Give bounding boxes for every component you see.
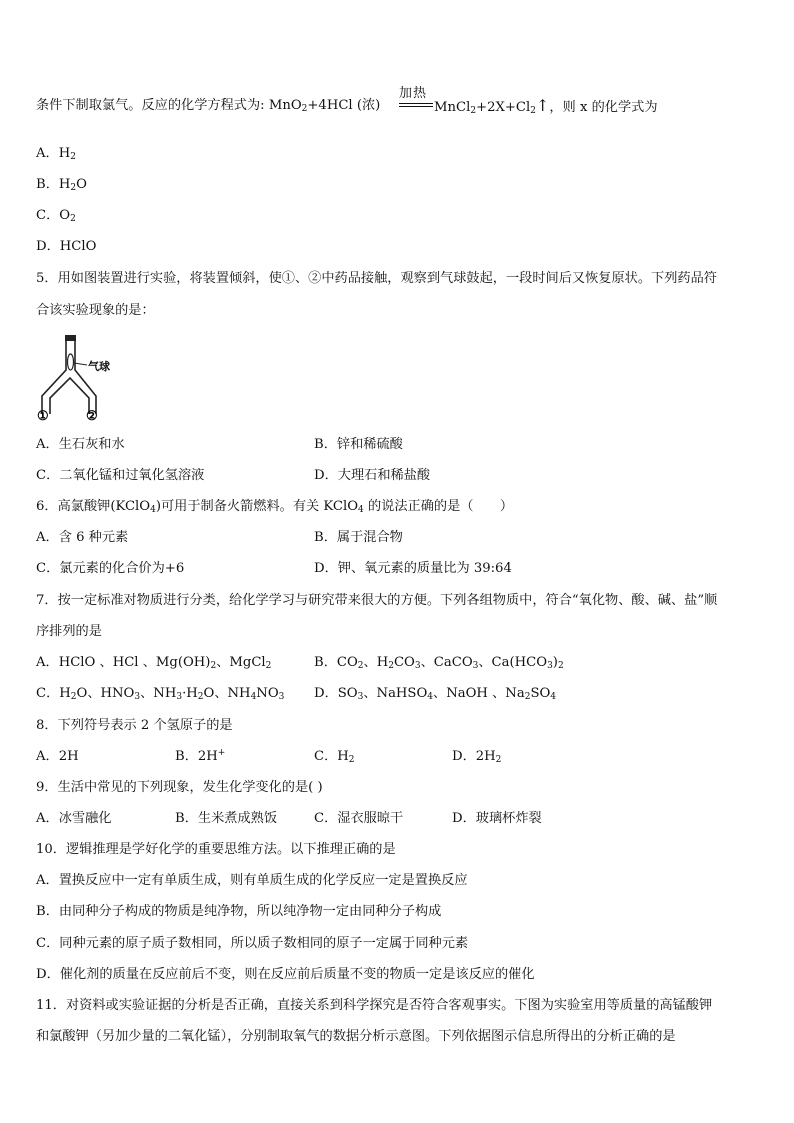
q10-option-d[interactable]: D．催化剂的质量在反应前后不变，则在反应前后质量不变的物质一定是该反应的催化	[36, 967, 535, 982]
q7-option-a[interactable]: A．HClO 、HCl 、$Mg(OH)_2$、MgCl$_2$	[36, 655, 272, 671]
q11-stem-line1: 11．对资料或实验证据的分析是否正确，直接关系到科学探究是否符合客观事实。下图为实验室用等质量的高锰酸钾	[36, 998, 713, 1013]
q9-stem: 9．生活中常见的下列现象，发生化学变化的是( )	[36, 780, 323, 795]
q10-option-c[interactable]: C．同种元素的原子质子数相同，所以质子数相同的原子一定属于同种元素	[36, 936, 469, 951]
q5-option-b[interactable]: B．锌和稀硫酸	[314, 437, 403, 452]
q5-stem-line1: 5．用如图装置进行实验，将装置倾斜，使①、②中药品接触，观察到气球鼓起，一段时间后又恢复原状。下列药品符	[36, 271, 717, 286]
q7-option-b[interactable]: B．$CO_2$、$H_2CO_3$、CaCO$_3$、$Ca(HCO_3)_2$	[314, 655, 564, 671]
q8-option-d[interactable]: D．$2H_2$	[452, 749, 502, 765]
q9-option-c[interactable]: C．湿衣服晾干	[314, 811, 404, 826]
q7-option-c[interactable]: C．$H_2O$、$HNO_3$、$NH_3\cdot H_2O$、$NH_4NO_3$	[36, 686, 285, 702]
q5-option-d[interactable]: D．大理石和稀盐酸	[314, 468, 431, 483]
branch-label-1: ①	[37, 409, 49, 424]
q10-option-b[interactable]: B．由同种分子构成的物质是纯净物，所以纯净物一定由同种分子构成	[36, 904, 442, 919]
y-tube-apparatus-figure	[34, 330, 134, 424]
q5-option-a[interactable]: A．生石灰和水	[36, 437, 125, 452]
q5-stem-line2: 合该实验现象的是：	[36, 303, 155, 318]
q7-stem-line2: 序排列的是	[36, 624, 102, 639]
q6-option-d[interactable]: D．钾、氧元素的质量比为 39:64	[314, 561, 512, 576]
q8-option-a[interactable]: A．2H	[36, 749, 79, 764]
q4-equation-products: $MnCl_2+2X+Cl_2↑$，则 x 的化学式为	[434, 96, 658, 116]
q4-option-b[interactable]: B．$H_2O$	[36, 177, 87, 193]
heating-condition: 加热	[399, 86, 428, 101]
q7-stem-line1: 7．按一定标准对物质进行分类，给化学学习与研究带来很大的方便。下列各组物质中，符合“氧化物、酸、碱、盐”顺	[36, 593, 718, 608]
q7-option-d[interactable]: D．$SO_3$、NaHSO$_4$、NaOH 、$Na_2SO_4$	[314, 686, 557, 702]
q4-option-a[interactable]: A．$H_2$	[36, 146, 76, 162]
q4-stem-suffix: ，则 x 的化学式为	[549, 100, 658, 115]
q6-option-c[interactable]: C．氯元素的化合价为+6	[36, 561, 185, 576]
q9-option-a[interactable]: A．冰雪融化	[36, 811, 112, 826]
q10-option-a[interactable]: A．置换反应中一定有单质生成，则有单质生成的化学反应一定是置换反应	[36, 873, 468, 888]
q8-option-b[interactable]: B．2H+	[175, 748, 226, 764]
q8-option-c[interactable]: C．$H_2$	[314, 749, 355, 765]
q4-option-c[interactable]: C．$O_2$	[36, 208, 76, 224]
branch-label-2: ②	[86, 409, 98, 424]
q6-option-a[interactable]: A．含 6 种元素	[36, 530, 129, 545]
q5-option-c[interactable]: C．二氧化锰和过氧化氢溶液	[36, 468, 205, 483]
q6-stem: 6．高氯酸钾(KClO$_4$)可用于制备火箭燃料。有关 KClO$_4$ 的说法正确的是（ ）	[36, 499, 514, 515]
balloon-label: 气球	[88, 360, 110, 373]
equation-double-bar	[399, 103, 433, 107]
stopper	[65, 335, 76, 341]
q10-stem: 10．逻辑推理是学好化学的重要思维方法。以下推理正确的是	[36, 842, 396, 857]
q9-option-d[interactable]: D．玻璃杯炸裂	[452, 811, 542, 826]
q11-stem-line2: 和氯酸钾（另加少量的二氧化锰），分别制取氧气的数据分析示意图。下列依据图示信息所得出的分析正确的是	[36, 1029, 676, 1044]
balloon	[68, 354, 74, 370]
q4-stem: 条件下制取氯气。反应的化学方程式为: MnO$_2$+4HCl (浓)	[36, 98, 381, 114]
q8-stem: 8．下列符号表示 2 个氢原子的是	[36, 718, 233, 733]
q4-stem-prefix: 条件下制取氯气。反应的化学方程式为: MnO	[36, 98, 302, 113]
q4-option-d[interactable]: D．HClO	[36, 239, 97, 254]
q6-option-b[interactable]: B．属于混合物	[314, 530, 403, 545]
q9-option-b[interactable]: B．生米煮成熟饭	[175, 811, 278, 826]
